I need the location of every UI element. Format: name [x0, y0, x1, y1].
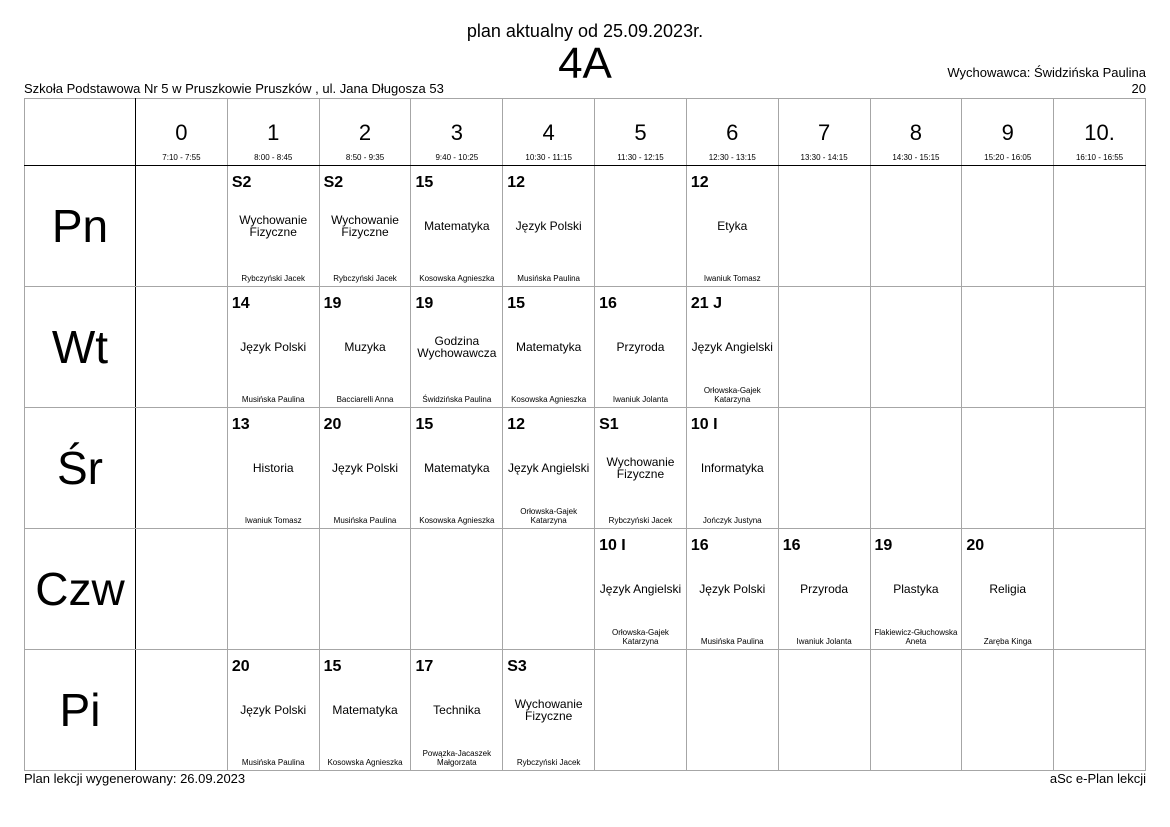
generated-date: Plan lekcji wygenerowany: 26.09.2023: [24, 771, 246, 786]
lesson-room: 16: [782, 537, 801, 554]
lesson-cell: [870, 529, 962, 650]
lesson-cell: [411, 287, 503, 408]
lesson-subject: Matematyka: [515, 340, 582, 354]
period-header: [319, 99, 411, 166]
lesson-subject: Plastyka: [893, 582, 939, 596]
lesson-teacher: Flakiewicz-Głuchowska Aneta: [874, 628, 958, 646]
lesson-teacher: Orłowska-Gajek Katarzyna: [520, 507, 578, 525]
empty-cell: [1054, 408, 1146, 529]
lesson-teacher: Jończyk Justyna: [702, 516, 762, 525]
lesson-room: 20: [966, 537, 985, 554]
day-header: [25, 408, 136, 529]
lesson-subject: Technika: [433, 703, 481, 717]
lesson-subject: Język Angielski: [599, 582, 682, 596]
plan-title: plan aktualny od 25.09.2023r.: [466, 21, 704, 41]
lesson-cell: [686, 287, 778, 408]
lesson-room: S2: [323, 174, 344, 191]
period-number: 9: [1001, 120, 1014, 145]
lesson-room: 19: [323, 295, 342, 312]
lesson-teacher: Rybczyński Jacek: [333, 274, 397, 283]
empty-cell: [227, 529, 319, 650]
period-time: 14:30 - 15:15: [892, 153, 940, 162]
lesson-cell: [962, 529, 1054, 650]
period-header: [870, 99, 962, 166]
period-time: 13:30 - 14:15: [800, 153, 848, 162]
lesson-room: 16: [690, 537, 709, 554]
day-header: [25, 166, 136, 287]
lesson-room: 20: [323, 416, 342, 433]
homeroom-info: [947, 65, 1146, 97]
lesson-teacher: Orłowska-Gajek Katarzyna: [703, 386, 761, 404]
day-header: [25, 287, 136, 408]
empty-cell: [319, 529, 411, 650]
empty-cell: [870, 408, 962, 529]
lesson-teacher: Musińska Paulina: [241, 758, 305, 767]
empty-cell: [686, 650, 778, 771]
lesson-room: 16: [599, 295, 617, 312]
lesson-room: 14: [231, 295, 250, 312]
lesson-room: 15: [415, 416, 434, 433]
lesson-room: 12: [507, 416, 526, 433]
empty-cell: [962, 408, 1054, 529]
lesson-subject: Matematyka: [424, 461, 490, 475]
lesson-room: 10 I: [690, 416, 718, 433]
lesson-cell: [503, 650, 595, 771]
lesson-subject: Język Polski: [515, 219, 582, 233]
lesson-cell: [319, 166, 411, 287]
lesson-subject: Religia: [989, 582, 1027, 596]
period-header: [503, 99, 595, 166]
lesson-teacher: Musińska Paulina: [517, 274, 580, 283]
lesson-cell: [227, 650, 319, 771]
lesson-teacher: Iwaniuk Jolanta: [612, 395, 669, 404]
period-time: 16:10 - 16:55: [1075, 153, 1124, 162]
lesson-cell: [227, 287, 319, 408]
empty-cell: [136, 287, 228, 408]
period-time: 9:40 - 10:25: [435, 153, 479, 162]
lesson-room: 12: [507, 174, 526, 191]
lesson-cell: [411, 408, 503, 529]
lesson-teacher: Kosowska Agnieszka: [419, 274, 495, 283]
lesson-subject: Informatyka: [700, 461, 764, 475]
class-name: 4A: [558, 39, 612, 88]
timetable-body: [25, 166, 1146, 771]
period-header-row: [25, 99, 1146, 166]
lesson-subject: Historia: [252, 461, 294, 475]
period-number: 10.: [1084, 120, 1115, 145]
empty-cell: [1054, 650, 1146, 771]
empty-cell: [1054, 166, 1146, 287]
period-number: 0: [175, 120, 188, 145]
empty-cell: [962, 287, 1054, 408]
lesson-cell: [319, 408, 411, 529]
period-time: 11:30 - 12:15: [617, 153, 664, 162]
empty-cell: [870, 650, 962, 771]
lesson-subject: Etyka: [717, 219, 748, 233]
day-row: [25, 287, 1146, 408]
lesson-room: 15: [323, 658, 342, 675]
lesson-subject: Przyroda: [616, 340, 665, 354]
period-header: [411, 99, 503, 166]
day-row: [25, 650, 1146, 771]
lesson-cell: [503, 408, 595, 529]
period-number: 2: [358, 120, 372, 145]
period-header: [962, 99, 1054, 166]
empty-cell: [778, 650, 870, 771]
lesson-room: 17: [415, 658, 434, 675]
period-time: 12:30 - 13:15: [708, 153, 756, 162]
lesson-room: 10 I: [599, 537, 626, 554]
lesson-cell: [778, 529, 870, 650]
lesson-cell: [503, 287, 595, 408]
school-name: Szkoła Podstawowa Nr 5 w Pruszkowie Pruszków , ul. Jana Długosza 53: [24, 81, 444, 96]
lesson-subject: Wychowanie Fizyczne: [239, 213, 308, 239]
period-number: 4: [542, 120, 555, 145]
lesson-subject: Matematyka: [332, 703, 398, 717]
lesson-subject: Język Polski: [332, 461, 399, 475]
lesson-teacher: Kosowska Agnieszka: [511, 395, 587, 404]
lesson-teacher: Rybczyński Jacek: [516, 758, 581, 767]
lesson-teacher: Iwaniuk Tomasz: [244, 516, 302, 525]
empty-cell: [1054, 287, 1146, 408]
lesson-teacher: Musińska Paulina: [700, 637, 764, 646]
empty-cell: [595, 166, 687, 287]
lesson-teacher: Powązka-Jacaszek Małgorzata: [422, 749, 492, 767]
empty-cell: [136, 650, 228, 771]
empty-cell: [778, 166, 870, 287]
lesson-teacher: Świdzińska Paulina: [422, 395, 492, 404]
lesson-subject: Matematyka: [424, 219, 490, 233]
lesson-room: 12: [690, 174, 709, 191]
period-time: 8:00 - 8:45: [254, 153, 293, 162]
lesson-teacher: Bacciarelli Anna: [336, 395, 394, 404]
lesson-subject: Język Polski: [240, 703, 307, 717]
lesson-room: 15: [415, 174, 434, 191]
lesson-cell: [686, 529, 778, 650]
day-name: Śr: [57, 442, 103, 494]
empty-cell: [778, 287, 870, 408]
day-row: [25, 408, 1146, 529]
lesson-subject: Język Angielski: [507, 461, 590, 475]
period-number: 5: [634, 120, 647, 145]
homeroom-teacher: Wychowawca: Świdzińska Paulina: [947, 65, 1146, 80]
lesson-cell: [595, 529, 687, 650]
lesson-room: S1: [599, 416, 619, 433]
lesson-subject: Przyroda: [800, 582, 849, 596]
lesson-cell: [595, 408, 687, 529]
period-time: 10:30 - 11:15: [525, 153, 572, 162]
day-row: [25, 529, 1146, 650]
day-name: Wt: [51, 321, 109, 373]
lesson-subject: Wychowanie Fizyczne: [606, 455, 675, 481]
timetable-grid: [24, 98, 1146, 771]
lesson-cell: [686, 166, 778, 287]
empty-cell: [136, 408, 228, 529]
lesson-subject: Język Polski: [240, 340, 307, 354]
period-number: 8: [909, 120, 923, 145]
empty-cell: [1054, 529, 1146, 650]
lesson-cell: [503, 166, 595, 287]
corner-cell: [25, 99, 136, 166]
lesson-cell: [411, 166, 503, 287]
lesson-subject: Godzina Wychowawcza: [417, 334, 497, 360]
empty-cell: [595, 650, 687, 771]
empty-cell: [778, 408, 870, 529]
homeroom-room: 20: [1131, 81, 1146, 96]
empty-cell: [136, 166, 228, 287]
lesson-cell: [227, 166, 319, 287]
period-time: 7:10 - 7:55: [162, 153, 201, 162]
period-header: [595, 99, 687, 166]
period-number: 1: [267, 120, 280, 145]
lesson-room: 19: [415, 295, 434, 312]
lesson-room: 13: [231, 416, 250, 433]
empty-cell: [870, 287, 962, 408]
empty-cell: [411, 529, 503, 650]
lesson-subject: Wychowanie Fizyczne: [514, 697, 583, 723]
lesson-teacher: Zaręba Kinga: [983, 637, 1032, 646]
day-name: Czw: [35, 563, 125, 615]
lesson-teacher: Rybczyński Jacek: [241, 274, 305, 283]
lesson-subject: Wychowanie Fizyczne: [331, 213, 399, 239]
period-header: [1054, 99, 1146, 166]
lesson-room: 20: [231, 658, 250, 675]
lesson-room: 21 J: [690, 295, 723, 312]
lesson-cell: [227, 408, 319, 529]
lesson-teacher: Orłowska-Gajek Katarzyna: [612, 628, 669, 646]
lesson-teacher: Iwaniuk Jolanta: [796, 637, 852, 646]
lesson-room: 19: [874, 537, 893, 554]
empty-cell: [136, 529, 228, 650]
period-header: [136, 99, 228, 166]
empty-cell: [962, 650, 1054, 771]
software-credit: aSc e-Plan lekcji: [1049, 771, 1146, 786]
lesson-room: S3: [507, 658, 527, 675]
empty-cell: [870, 166, 962, 287]
lesson-cell: [595, 287, 687, 408]
lesson-cell: [411, 650, 503, 771]
day-header: [25, 650, 136, 771]
lesson-teacher: Musińska Paulina: [241, 395, 305, 404]
lesson-teacher: Rybczyński Jacek: [608, 516, 673, 525]
lesson-teacher: Musińska Paulina: [333, 516, 397, 525]
lesson-cell: [319, 287, 411, 408]
empty-cell: [962, 166, 1054, 287]
period-header: [778, 99, 870, 166]
period-number: 7: [817, 120, 831, 145]
day-row: [25, 166, 1146, 287]
lesson-subject: Język Polski: [699, 582, 766, 596]
day-header: [25, 529, 136, 650]
period-header: [227, 99, 319, 166]
lesson-room: 15: [507, 295, 526, 312]
period-time: 8:50 - 9:35: [345, 153, 385, 162]
lesson-room: S2: [231, 174, 252, 191]
lesson-cell: [686, 408, 778, 529]
period-number: 6: [726, 120, 739, 145]
empty-cell: [503, 529, 595, 650]
lesson-subject: Muzyka: [344, 340, 386, 354]
lesson-teacher: Kosowska Agnieszka: [419, 516, 495, 525]
period-header: [686, 99, 778, 166]
period-time: 15:20 - 16:05: [984, 153, 1032, 162]
lesson-teacher: Kosowska Agnieszka: [327, 758, 403, 767]
day-name: Pn: [51, 200, 109, 252]
lesson-subject: Język Angielski: [691, 340, 773, 354]
lesson-teacher: Iwaniuk Tomasz: [703, 274, 761, 283]
day-name: Pi: [59, 684, 101, 736]
period-number: 3: [450, 120, 463, 145]
lesson-cell: [319, 650, 411, 771]
